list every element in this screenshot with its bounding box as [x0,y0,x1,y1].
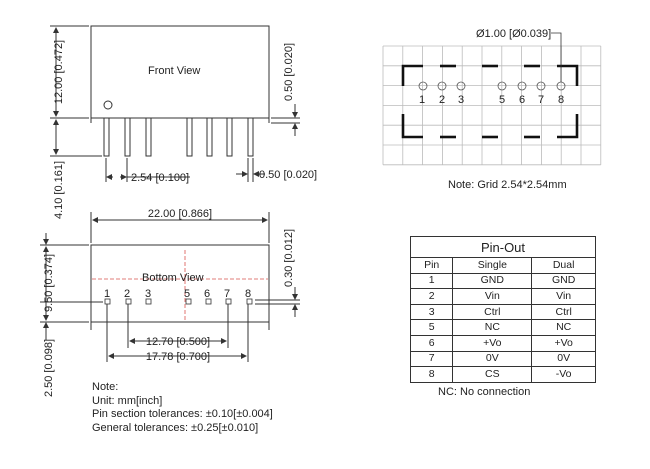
grid-pin-labels [419,94,564,106]
pin-cell: 7 [411,351,453,367]
dim-span-outer: 17.78 [0.700] [145,351,211,363]
dual-cell: 0V [532,351,596,367]
single-cell: GND [453,273,532,289]
grid-pin-label: 3 [458,94,465,106]
grid-pin-label: 5 [499,94,506,106]
bottom-pin-label: 7 [224,288,231,300]
dim-pin-thickness: 0.50 [0.020] [283,42,295,102]
bottom-pin-label: 6 [204,288,211,300]
table-row [411,367,596,383]
bottom-pin-label: 3 [145,288,152,300]
pinout-header: Dual [532,258,596,274]
dim-pin-pitch: 2.54 [0.100] [131,172,190,184]
grid-pin-label: 1 [419,94,426,106]
bottom-view-pin-labels [104,288,251,300]
single-cell: Ctrl [453,304,532,320]
bottom-view-label: Bottom View [142,272,204,284]
pinout-header: Pin [411,258,453,274]
front-view [50,26,300,182]
hole-dim-label: Ø1.00 [Ø0.039] [476,28,552,40]
notes-title: Note: [92,381,119,393]
bottom-pin-label: 8 [245,288,252,300]
bottom-pin-label: 2 [124,288,131,300]
dual-cell: Vin [532,289,596,305]
bottom-pin-label: 1 [104,288,111,300]
grid-pin-label: 7 [538,94,545,106]
dual-cell: Ctrl [532,304,596,320]
bottom-pin-label: 5 [184,288,191,300]
dim-pin-length: 4.10 [0.161] [53,160,65,220]
single-cell: Vin [453,289,532,305]
table-row [411,335,596,351]
front-view-label: Front View [148,65,201,77]
pin-cell: 8 [411,367,453,383]
dual-cell: NC [532,320,596,336]
drawing-notes [92,381,273,435]
grid-pin-label: 2 [439,94,446,106]
pinout-footnote: NC: No connection [438,386,531,398]
notes-line: General tolerances: ±0.25[±0.010] [92,421,259,434]
pin-cell: 5 [411,320,453,336]
dim-bottom-width: 22.00 [0.866] [147,208,213,220]
table-row [411,273,596,289]
footprint-outline [403,66,577,137]
table-row [411,289,596,305]
hole-dim-leader [551,33,561,82]
dim-pin-offset: 2.50 [0.098] [43,338,55,398]
dim-bottom-depth: 9.50 [0.374] [43,253,55,313]
notes-line: Unit: mm[inch] [92,394,163,407]
pin-cell: 6 [411,335,453,351]
single-cell: NC [453,320,532,336]
grid-lines [383,46,601,165]
pinout-header-row [411,258,596,274]
pinout-table [410,236,596,383]
dim-pin-row: 0.30 [0.012] [283,228,295,288]
dim-pin-width: 0.50 [0.020] [259,169,318,181]
grid-view [383,33,601,165]
grid-pin-label: 6 [519,94,526,106]
dual-cell: GND [532,273,596,289]
front-view-pins [104,118,253,156]
grid-pin-label: 8 [558,94,565,106]
pinout-header: Single [453,258,532,274]
table-row [411,351,596,367]
single-cell: CS [453,367,532,383]
pin-cell: 2 [411,289,453,305]
dual-cell: +Vo [532,335,596,351]
pinout-title: Pin-Out [410,236,596,257]
single-cell: +Vo [453,335,532,351]
notes-line: Pin section tolerances: ±0.10[±0.004] [92,408,273,420]
grid-note: Note: Grid 2.54*2.54mm [448,179,567,191]
dual-cell: -Vo [532,367,596,383]
table-row [411,320,596,336]
bottom-view-centerlines [92,250,268,320]
single-cell: 0V [453,351,532,367]
dim-front-height: 12.00 [0.472] [53,39,65,105]
table-row [411,304,596,320]
dim-span-inner: 12.70 [0.500] [145,336,211,348]
pin-cell: 1 [411,273,453,289]
pin-cell: 3 [411,304,453,320]
pin1-marker [104,101,112,109]
